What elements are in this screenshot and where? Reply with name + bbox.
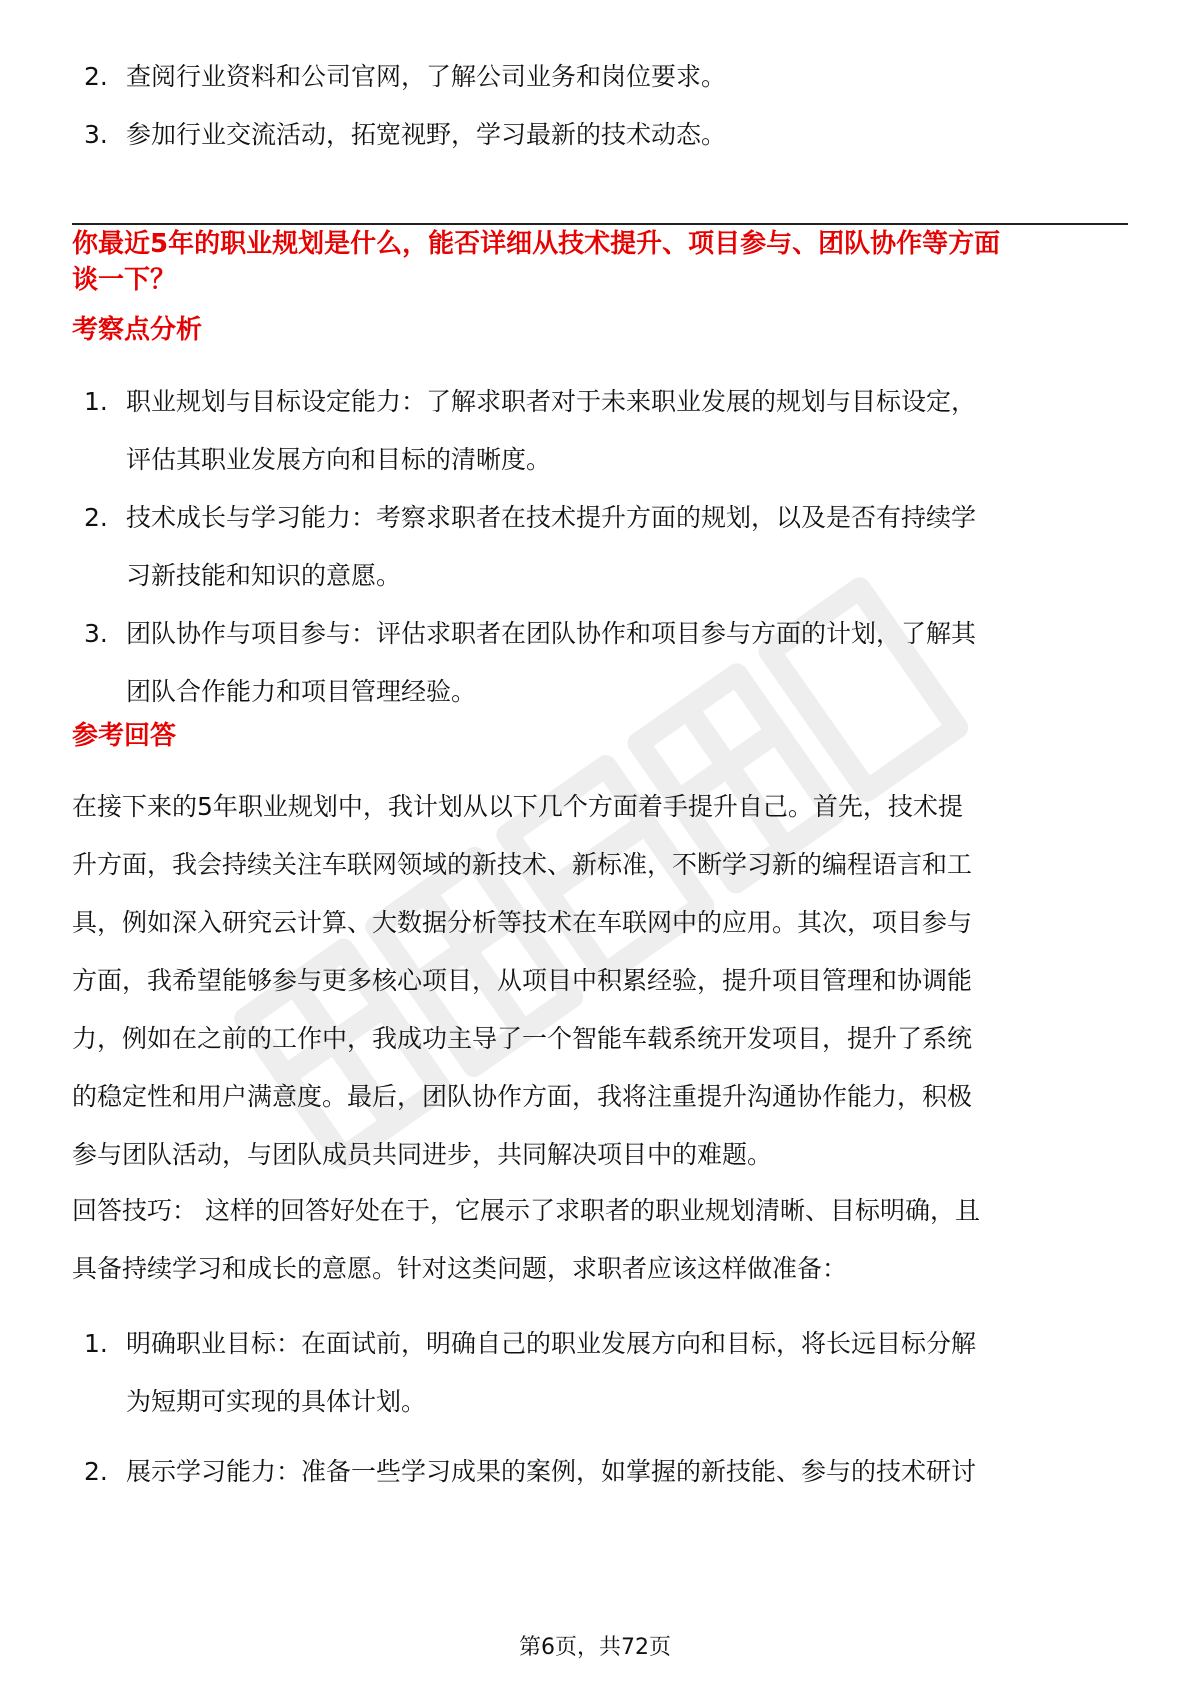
- tips-section: [72, 1182, 1128, 1298]
- list-item-text: 为短期可实现的具体计划。: [126, 1387, 427, 1416]
- answer-title-block: [72, 718, 1128, 754]
- list-number: 3.: [84, 619, 108, 648]
- tips-line: 具备持续学习和成长的意愿。针对这类问题，求职者应该这样做准备：: [72, 1254, 848, 1283]
- prep-section-continued: [72, 1443, 1128, 1501]
- top-list-section: [72, 48, 1128, 164]
- question-line: 你最近5年的职业规划是什么，能否详细从技术提升、项目参与、团队协作等方面: [72, 229, 1001, 259]
- list-item: [72, 489, 1128, 605]
- analysis-title-block: [72, 312, 1128, 348]
- list-item: [72, 48, 1128, 106]
- top-list: [72, 48, 1128, 164]
- answer-paragraph: [72, 778, 1128, 1184]
- list-item: [72, 1443, 1128, 1501]
- list-item: [72, 605, 1128, 721]
- analysis-title: 考察点分析: [72, 315, 203, 345]
- question-heading: [72, 226, 1128, 298]
- answer-line: 在接下来的5年职业规划中，我计划从以下几个方面着手提升自己。首先，技术提: [72, 792, 963, 821]
- list-number: 1.: [84, 1329, 108, 1358]
- analysis-list: [72, 373, 1128, 721]
- list-item: [72, 1315, 1128, 1431]
- answer-line: 升方面，我会持续关注车联网领域的新技术、新标准，不断学习新的编程语言和工: [72, 850, 973, 879]
- tips-paragraph: [72, 1182, 1128, 1298]
- answer-line: 的稳定性和用户满意度。最后，团队协作方面，我将注重提升沟通协作能力，积极: [72, 1082, 973, 1111]
- question-line: 谈一下？: [72, 265, 177, 295]
- list-item-text: 团队合作能力和项目管理经验。: [126, 677, 477, 706]
- answer-section: [72, 778, 1128, 1184]
- list-number: 1.: [84, 387, 108, 416]
- answer-line: 参与团队活动，与团队成员共同进步，共同解决项目中的难题。: [72, 1140, 773, 1169]
- list-number: 3.: [84, 120, 108, 149]
- list-item: [72, 373, 1128, 489]
- question-block: [72, 226, 1128, 298]
- answer-line: 力，例如在之前的工作中，我成功主导了一个智能车载系统开发项目，提升了系统: [72, 1024, 973, 1053]
- list-number: 2.: [84, 62, 108, 91]
- list-item-text: 查阅行业资料和公司官网，了解公司业务和岗位要求。: [126, 62, 727, 91]
- page-number: 第6页，共72页: [519, 1635, 671, 1660]
- list-item-text: 习新技能和知识的意愿。: [126, 561, 402, 590]
- prep-list: [72, 1315, 1128, 1431]
- list-item-text: 职业规划与目标设定能力：了解求职者对于未来职业发展的规划与目标设定，: [126, 387, 977, 416]
- list-item-text: 评估其职业发展方向和目标的清晰度。: [126, 445, 552, 474]
- section-divider: [72, 223, 1128, 225]
- list-item-text: 明确职业目标：在面试前，明确自己的职业发展方向和目标，将长远目标分解: [126, 1329, 977, 1358]
- list-item-text: 团队协作与项目参与：评估求职者在团队协作和项目参与方面的计划，了解其: [126, 619, 977, 648]
- list-item-text: 技术成长与学习能力：考察求职者在技术提升方面的规划，以及是否有持续学: [126, 503, 977, 532]
- prep-list: [72, 1443, 1128, 1501]
- list-number: 2.: [84, 1457, 108, 1486]
- tips-line: 回答技巧： 这样的回答好处在于，它展示了求职者的职业规划清晰、目标明确，且: [72, 1196, 980, 1225]
- analysis-section: [72, 373, 1128, 721]
- list-number: 2.: [84, 503, 108, 532]
- list-item-text: 展示学习能力：准备一些学习成果的案例，如掌握的新技能、参与的技术研讨: [126, 1457, 977, 1486]
- list-item-text: 参加行业交流活动，拓宽视野，学习最新的技术动态。: [126, 120, 727, 149]
- answer-title: 参考回答: [72, 721, 177, 751]
- answer-line: 方面，我希望能够参与更多核心项目，从项目中积累经验，提升项目管理和协调能: [72, 966, 973, 995]
- answer-line: 具，例如深入研究云计算、大数据分析等技术在车联网中的应用。其次，项目参与: [72, 908, 973, 937]
- prep-section: [72, 1315, 1128, 1431]
- list-item: [72, 106, 1128, 164]
